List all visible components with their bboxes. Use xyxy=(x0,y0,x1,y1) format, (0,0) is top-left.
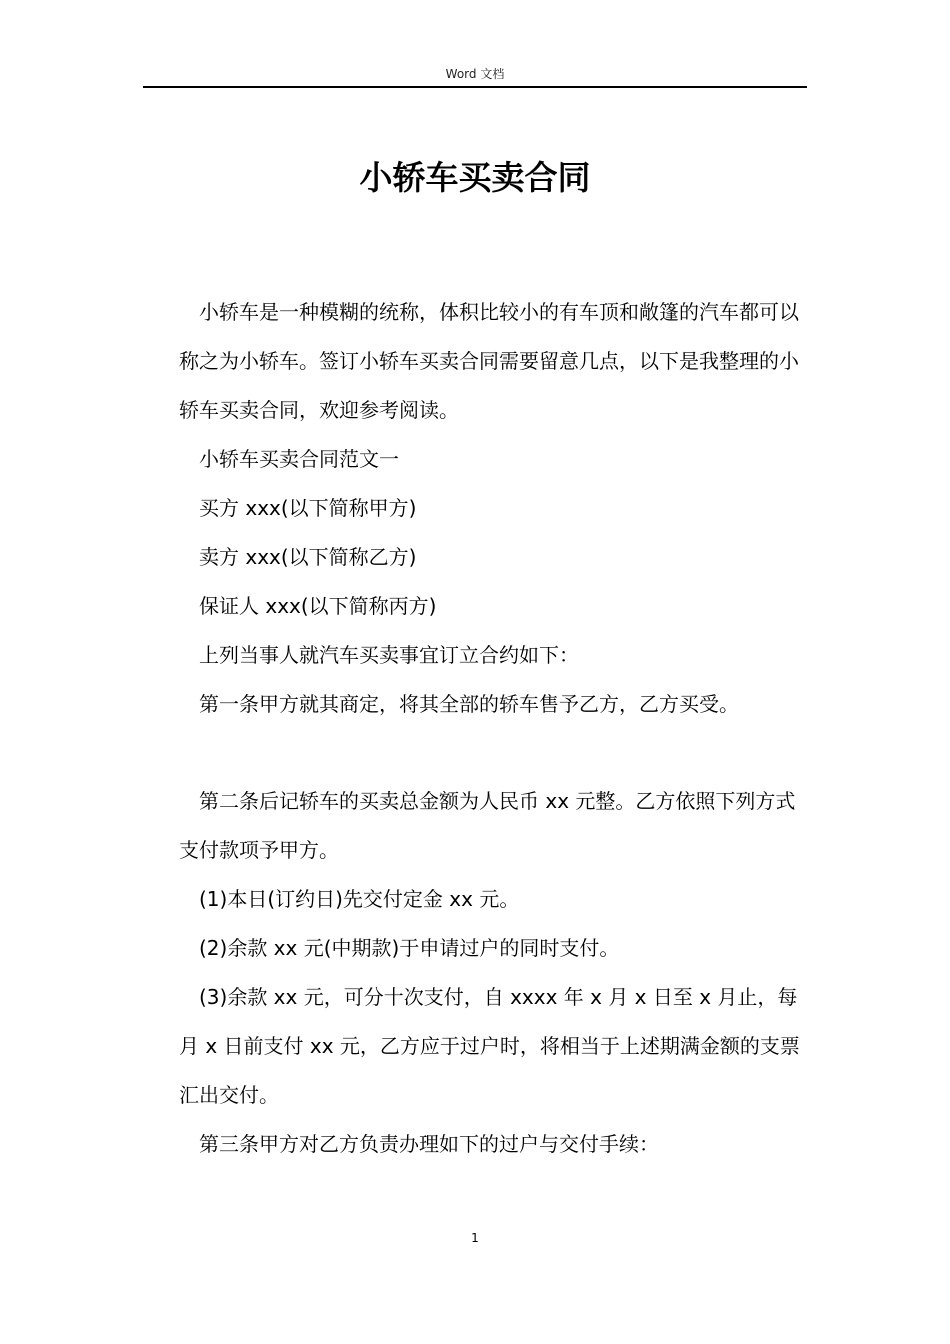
article-two: 第二条后记轿车的买卖总金额为人民币 xx 元整。乙方依照下列方式支付款项予甲方。 xyxy=(179,789,796,862)
agreement-intro: 上列当事人就汽车买卖事宜订立合约如下： xyxy=(199,643,579,667)
article-one: 第一条甲方就其商定，将其全部的轿车售予乙方，乙方买受。 xyxy=(199,692,739,716)
article-three: 第三条甲方对乙方负责办理如下的过户与交付手续： xyxy=(199,1132,659,1156)
paragraph-gap xyxy=(179,729,807,777)
seller-line: 卖方 xxx(以下简称乙方) xyxy=(199,545,417,569)
document-title: 小轿车买卖合同 xyxy=(359,158,591,197)
document-body xyxy=(179,288,807,1169)
header-divider xyxy=(143,86,807,88)
page-number: 1 xyxy=(471,1231,479,1245)
sample-heading: 小轿车买卖合同范文一 xyxy=(199,447,399,471)
payment-item-3: (3)余款 xx 元，可分十次支付，自 xxxx 年 x 月 x 日至 x 月止，每月 x 日前支付 xx 元，乙方应于过户时，将相当于上述期满金额的支票汇出交付。 xyxy=(179,985,800,1107)
intro-paragraph: 小轿车是一种模糊的统称，体积比较小的有车顶和敞篷的汽车都可以称之为小轿车。签订小轿车买卖合同需要留意几点，以下是我整理的小轿车买卖合同，欢迎参考阅读。 xyxy=(179,300,799,422)
page-header: Word 文档 xyxy=(445,67,505,81)
buyer-line: 买方 xxx(以下简称甲方) xyxy=(199,496,417,520)
payment-item-1: (1)本日(订约日)先交付定金 xx 元。 xyxy=(199,887,520,911)
payment-item-2: (2)余款 xx 元(中期款)于申请过户的同时支付。 xyxy=(199,936,620,960)
guarantor-line: 保证人 xxx(以下简称丙方) xyxy=(199,594,437,618)
